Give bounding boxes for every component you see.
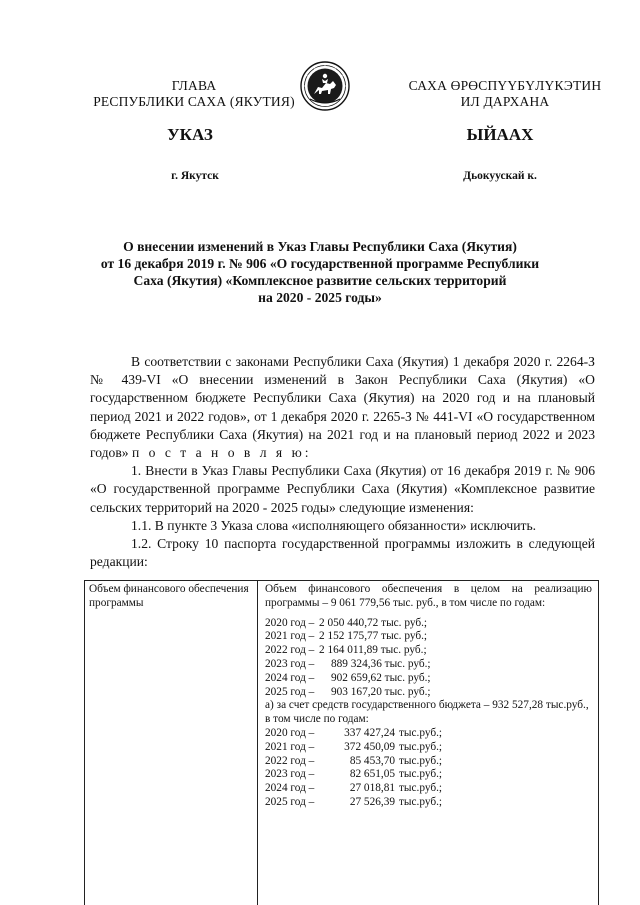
preamble-paragraph: [90, 353, 595, 462]
preamble-text: В соответствии с законами Республики Саха (Якутия) 1 декабря 2020 г. 2264-З № 439-VI «О внесении изменений в Закон Республики Саха (Якутия) «О государственном бюджете Республики Саха (Якутия) на 2020 год и на плановый период 2021 и 2022 годов», от 1 декабря 2020 г. 2265-З № 441-VI «О государственном бюджете Республики Саха (Якутия) на 2021 год и на плановый период 2022 и 2023 годов»: [90, 354, 595, 461]
issuer-line2-ru: РЕСПУБЛИКИ САХА (ЯКУТИЯ): [93, 94, 295, 109]
total-by-year-list: [265, 617, 592, 700]
year-label: 2024 год –: [265, 782, 315, 795]
issuer-header-sakha: [380, 78, 630, 110]
financing-table: [84, 580, 599, 905]
amount-value: 27 526,39: [349, 795, 395, 808]
year-row: [265, 796, 592, 810]
city-sakha: Дьокуускай к.: [463, 170, 537, 182]
doc-type-sakha: ЫЙААХ: [466, 125, 534, 144]
year-row: [265, 768, 592, 782]
year-row: [265, 782, 592, 796]
amount-value: 27 018,81: [349, 782, 395, 795]
sakha-coat-of-arms-icon: [300, 61, 350, 111]
city-ru: г. Якутск: [171, 170, 219, 182]
title-line: Саха (Якутия) «Комплексное развитие сельских территорий: [133, 273, 507, 288]
year-label: 2025 год –: [265, 795, 315, 808]
table-value-cell: [259, 581, 598, 812]
clause-1-2: 1.2. Строку 10 паспорта государственной программы изложить в следующей редакции:: [90, 536, 595, 570]
doc-type-ru: УКАЗ: [167, 125, 213, 144]
amount-unit: тыс.руб.;: [399, 754, 443, 767]
year-row: [265, 755, 592, 769]
year-label: 2022 год –: [265, 644, 315, 657]
amount-value: 372 450,09: [344, 740, 395, 753]
title-line: на 2020 - 2025 годы»: [258, 290, 382, 305]
amount-value: 903 167,20 тыс. руб.;: [331, 685, 431, 698]
issuer-line1-sakha: САХА ӨРӨСПҮҮБҮЛҮКЭТИН: [408, 78, 602, 93]
title-line: О внесении изменений в Указ Главы Республики Саха (Якутия): [123, 239, 517, 254]
year-row: [265, 741, 592, 755]
amount-value: 889 324,36 тыс. руб.;: [331, 657, 431, 670]
amount-value: 82 651,05: [349, 768, 395, 781]
clause-1: 1. Внести в Указ Главы Республики Саха (Якутия) от 16 декабря 2019 г. № 906 «О государственной программе Республики Саха (Якутия) «Комплексное развитие сельских территорий на 2020 - 2025 годы» следующие изменения:: [90, 463, 595, 515]
year-label: 2020 год –: [265, 616, 315, 629]
year-row: [265, 672, 592, 686]
issuer-line2-sakha: ИЛ ДАРХАНА: [460, 94, 550, 109]
year-label: 2025 год –: [265, 685, 315, 698]
year-row: [265, 686, 592, 700]
state-budget-intro: а) за счет средств государственного бюджета – 932 527,28 тыс.руб., в том числе по годам:: [265, 699, 589, 726]
issuer-header-ru: [70, 78, 318, 110]
year-row: [265, 630, 592, 644]
amount-unit: тыс.руб.;: [399, 782, 443, 795]
clause-1-1: 1.1. В пункте 3 Указа слова «исполняющего обязанности» исключить.: [131, 517, 537, 533]
amount-value: 2 164 011,89 тыс. руб.;: [319, 644, 427, 657]
amount-value: 337 427,24: [344, 726, 395, 739]
year-row: [265, 617, 592, 631]
year-label: 2024 год –: [265, 671, 315, 684]
year-row: [265, 727, 592, 741]
document-body: [90, 353, 595, 571]
year-row: [265, 644, 592, 658]
amount-unit: тыс.руб.;: [399, 726, 443, 739]
year-label: 2021 год –: [265, 740, 315, 753]
amount-value: 2 050 440,72 тыс. руб.;: [319, 616, 428, 629]
year-row: [265, 658, 592, 672]
issuer-line1-ru: ГЛАВА: [171, 78, 217, 93]
year-label: 2023 год –: [265, 657, 315, 670]
year-label: 2023 год –: [265, 768, 315, 781]
year-label: 2022 год –: [265, 754, 315, 767]
amount-value: 85 453,70: [349, 754, 395, 767]
title-line: от 16 декабря 2019 г. № 906 «О государственной программе Республики: [100, 256, 540, 271]
decree-word: п о с т а н о в л я ю:: [131, 445, 312, 461]
amount-unit: тыс.руб.;: [399, 740, 443, 753]
table-label-cell: Объем финансового обеспечения программы: [85, 581, 258, 905]
amount-value: 2 152 175,77 тыс. руб.;: [319, 630, 428, 643]
year-label: 2020 год –: [265, 726, 315, 739]
amount-unit: тыс.руб.;: [399, 795, 443, 808]
amount-value: 902 659,62 тыс. руб.;: [331, 671, 431, 684]
document-title: [95, 238, 545, 306]
state-budget-by-year-list: [265, 727, 592, 810]
financing-total-intro: Объем финансового обеспечения в целом на реализацию программы – 9 061 779,56 тыс. руб., в том числе по годам:: [265, 583, 592, 609]
year-label: 2021 год –: [265, 630, 315, 643]
amount-unit: тыс.руб.;: [399, 768, 443, 781]
